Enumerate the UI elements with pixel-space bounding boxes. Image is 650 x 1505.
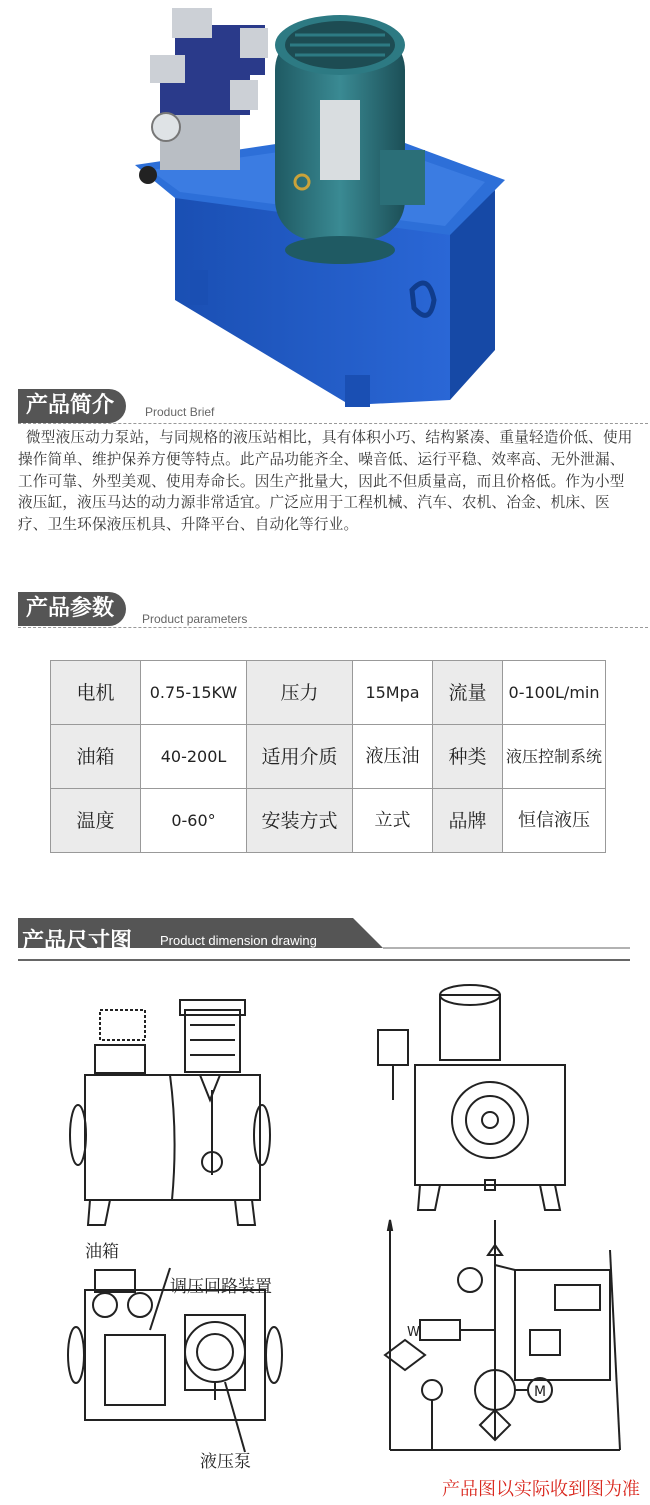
param-value: 立式 [353, 789, 433, 853]
table-row [51, 789, 606, 853]
section-subtitle-dimension: Product dimension drawing [160, 933, 317, 948]
param-label: 种类 [433, 725, 503, 789]
param-label: 适用介质 [247, 725, 353, 789]
section-title-brief: 产品简介 [18, 389, 126, 423]
section-subtitle-params: Product parameters [142, 612, 248, 626]
label-tank: 油箱 [85, 1242, 119, 1262]
divider [18, 627, 648, 628]
section-subtitle-brief: Product Brief [145, 405, 215, 419]
label-motor: M [534, 1384, 547, 1400]
param-label: 电机 [51, 661, 141, 725]
param-label: 油箱 [51, 725, 141, 789]
param-value: 液压控制系统 [503, 725, 606, 789]
table-row [51, 661, 606, 725]
front-view-drawing [70, 1000, 270, 1225]
param-label: 品牌 [433, 789, 503, 853]
param-value: 15Mpa [353, 661, 433, 725]
divider [18, 423, 648, 424]
param-value: 0.75-15KW [141, 661, 247, 725]
product-photo [120, 0, 520, 410]
label-regulator: 调压回路装置 [170, 1277, 272, 1297]
dimension-drawings [0, 970, 650, 1470]
param-value: 恒信液压 [503, 789, 606, 853]
product-brief-text: 微型液压动力泵站，与同规格的液压站相比，具有体积小巧、结构紧凑、重量轻造价低、使用操作简单、维护保养方便等特点。此产品功能齐全、噪音低、运行平稳、效率高、无外泄漏、工作可靠、外型美观、使用寿命长。因生产批量大，因此不但质量高，而且价格低。作为小型液压缸，液压马达的动力源非常适宜。广泛应用于工程机械、汽车、农机、冶金、机床、医疗、卫生环保液压机具、升降平台、自动化等行业。 [18, 429, 633, 534]
disclaimer-note: 产品图以实际收到图为准 [442, 1479, 640, 1500]
param-value: 40-200L [141, 725, 247, 789]
label-valve: W [407, 1325, 420, 1340]
label-pump: 液压泵 [200, 1452, 251, 1470]
hydraulic-schematic [385, 1220, 620, 1450]
section-title-params: 产品参数 [18, 592, 126, 626]
table-row [51, 725, 606, 789]
param-value: 0-60° [141, 789, 247, 853]
param-label: 流量 [433, 661, 503, 725]
param-value: 0-100L/min [503, 661, 606, 725]
param-value: 液压油 [353, 725, 433, 789]
params-table [50, 660, 606, 853]
section-title-dimension: 产品尺寸图 [22, 929, 133, 954]
param-label: 安装方式 [247, 789, 353, 853]
param-label: 压力 [247, 661, 353, 725]
param-label: 温度 [51, 789, 141, 853]
side-view-drawing [378, 985, 565, 1210]
